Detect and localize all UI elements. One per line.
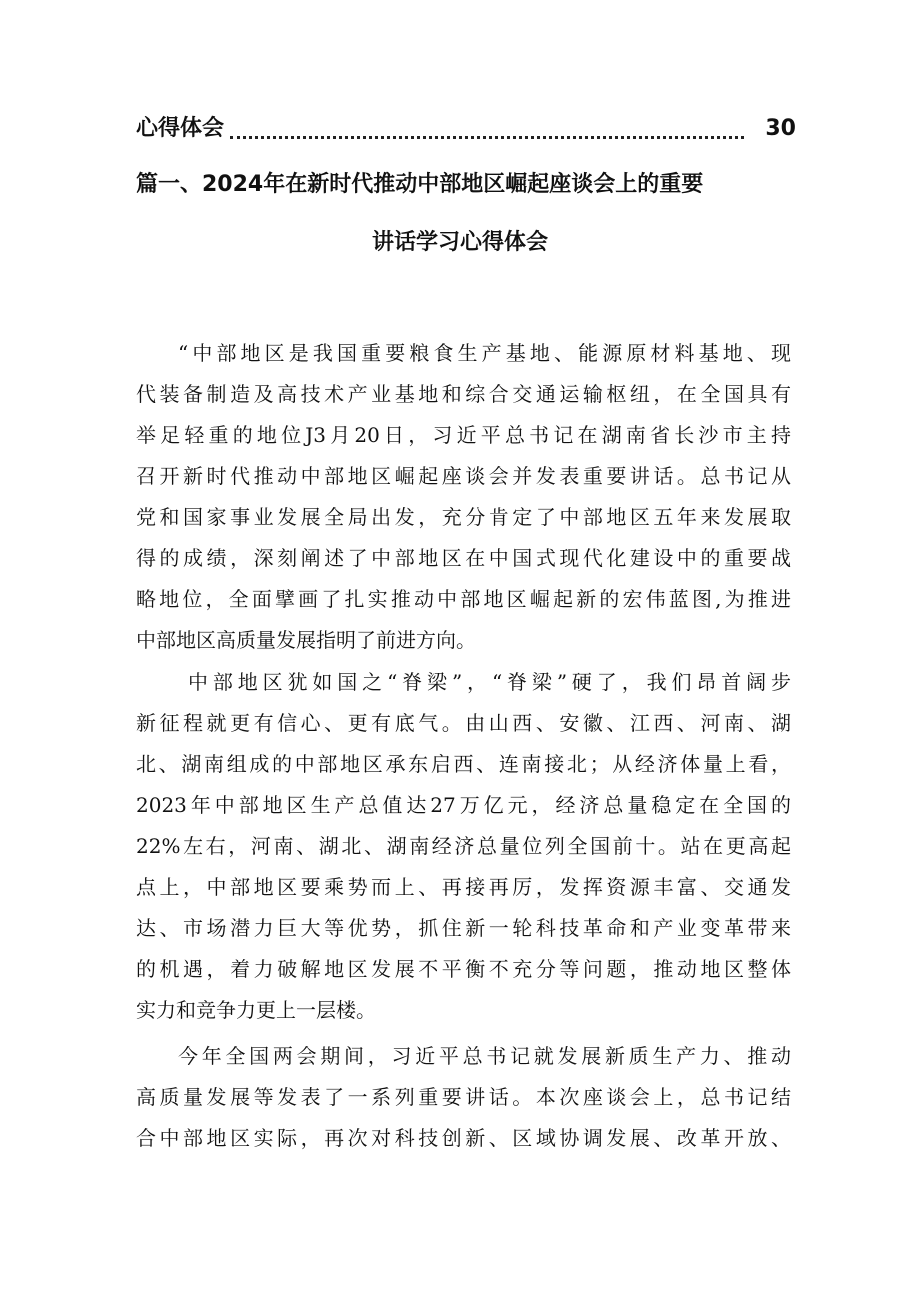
body-line: 点上，中部地区要乘势而上、再接再厉，发挥资源丰富、交通发 xyxy=(136,875,791,899)
body-line: 代装备制造及高技术产业基地和综合交通运输枢纽，在全国具有 xyxy=(136,382,791,406)
body-line: 党和国家事业发展全局出发，充分肯定了中部地区五年来发展取 xyxy=(136,505,791,529)
body-line: 的机遇，着力破解地区发展不平衡不充分等问题，推动地区整体 xyxy=(136,957,791,981)
body-line: 举足轻重的地位J3月20日，习近平总书记在湖南省长沙市主持 xyxy=(136,423,791,447)
body-line: 中部地区犹如国之“脊梁”，“脊梁”硬了，我们昂首阔步 xyxy=(188,670,791,694)
body-line: 新征程就更有信心、更有底气。由山西、安徽、江西、河南、湖 xyxy=(136,711,791,735)
body-line: 22%左右，河南、湖北、湖南经济总量位列全国前十。站在更高起 xyxy=(136,834,791,858)
body-line: 北、湖南组成的中部地区承东启西、连南接北；从经济体量上看， xyxy=(136,752,791,776)
toc-entry-label: 心得体会 xyxy=(136,116,225,141)
body-line: 得的成绩，深刻阐述了中部地区在中国式现代化建设中的重要战 xyxy=(136,546,791,570)
body-line: “中部地区是我国重要粮食生产基地、能源原材料基地、现 xyxy=(178,341,791,365)
body-line: 今年全国两会期间，习近平总书记就发展新质生产力、推动 xyxy=(178,1044,791,1068)
toc-leader-dots xyxy=(230,136,744,139)
article-title-line-1: 篇一、2024年在新时代推动中部地区崛起座谈会上的重要 xyxy=(136,172,704,197)
body-line: 实力和竞争力更上一层楼。 xyxy=(136,998,376,1022)
toc-page-number: 30 xyxy=(765,116,796,141)
body-line: 2023年中部地区生产总值达27万亿元，经济总量稳定在全国的 xyxy=(136,793,791,817)
body-line: 略地位，全面擘画了扎实推动中部地区崛起新的宏伟蓝图,为推进 xyxy=(136,587,791,611)
body-line: 达、市场潜力巨大等优势，抓住新一轮科技革命和产业变革带来 xyxy=(136,916,791,940)
body-line: 合中部地区实际，再次对科技创新、区域协调发展、改革开放、 xyxy=(136,1126,791,1150)
body-line: 中部地区高质量发展指明了前进方向。 xyxy=(136,628,476,652)
article-title-line-2: 讲话学习心得体会 xyxy=(371,230,548,255)
toc-entry[interactable] xyxy=(136,112,796,146)
body-line: 召开新时代推动中部地区崛起座谈会并发表重要讲话。总书记从 xyxy=(136,464,791,488)
body-line: 高质量发展等发表了一系列重要讲话。本次座谈会上，总书记结 xyxy=(136,1085,791,1109)
